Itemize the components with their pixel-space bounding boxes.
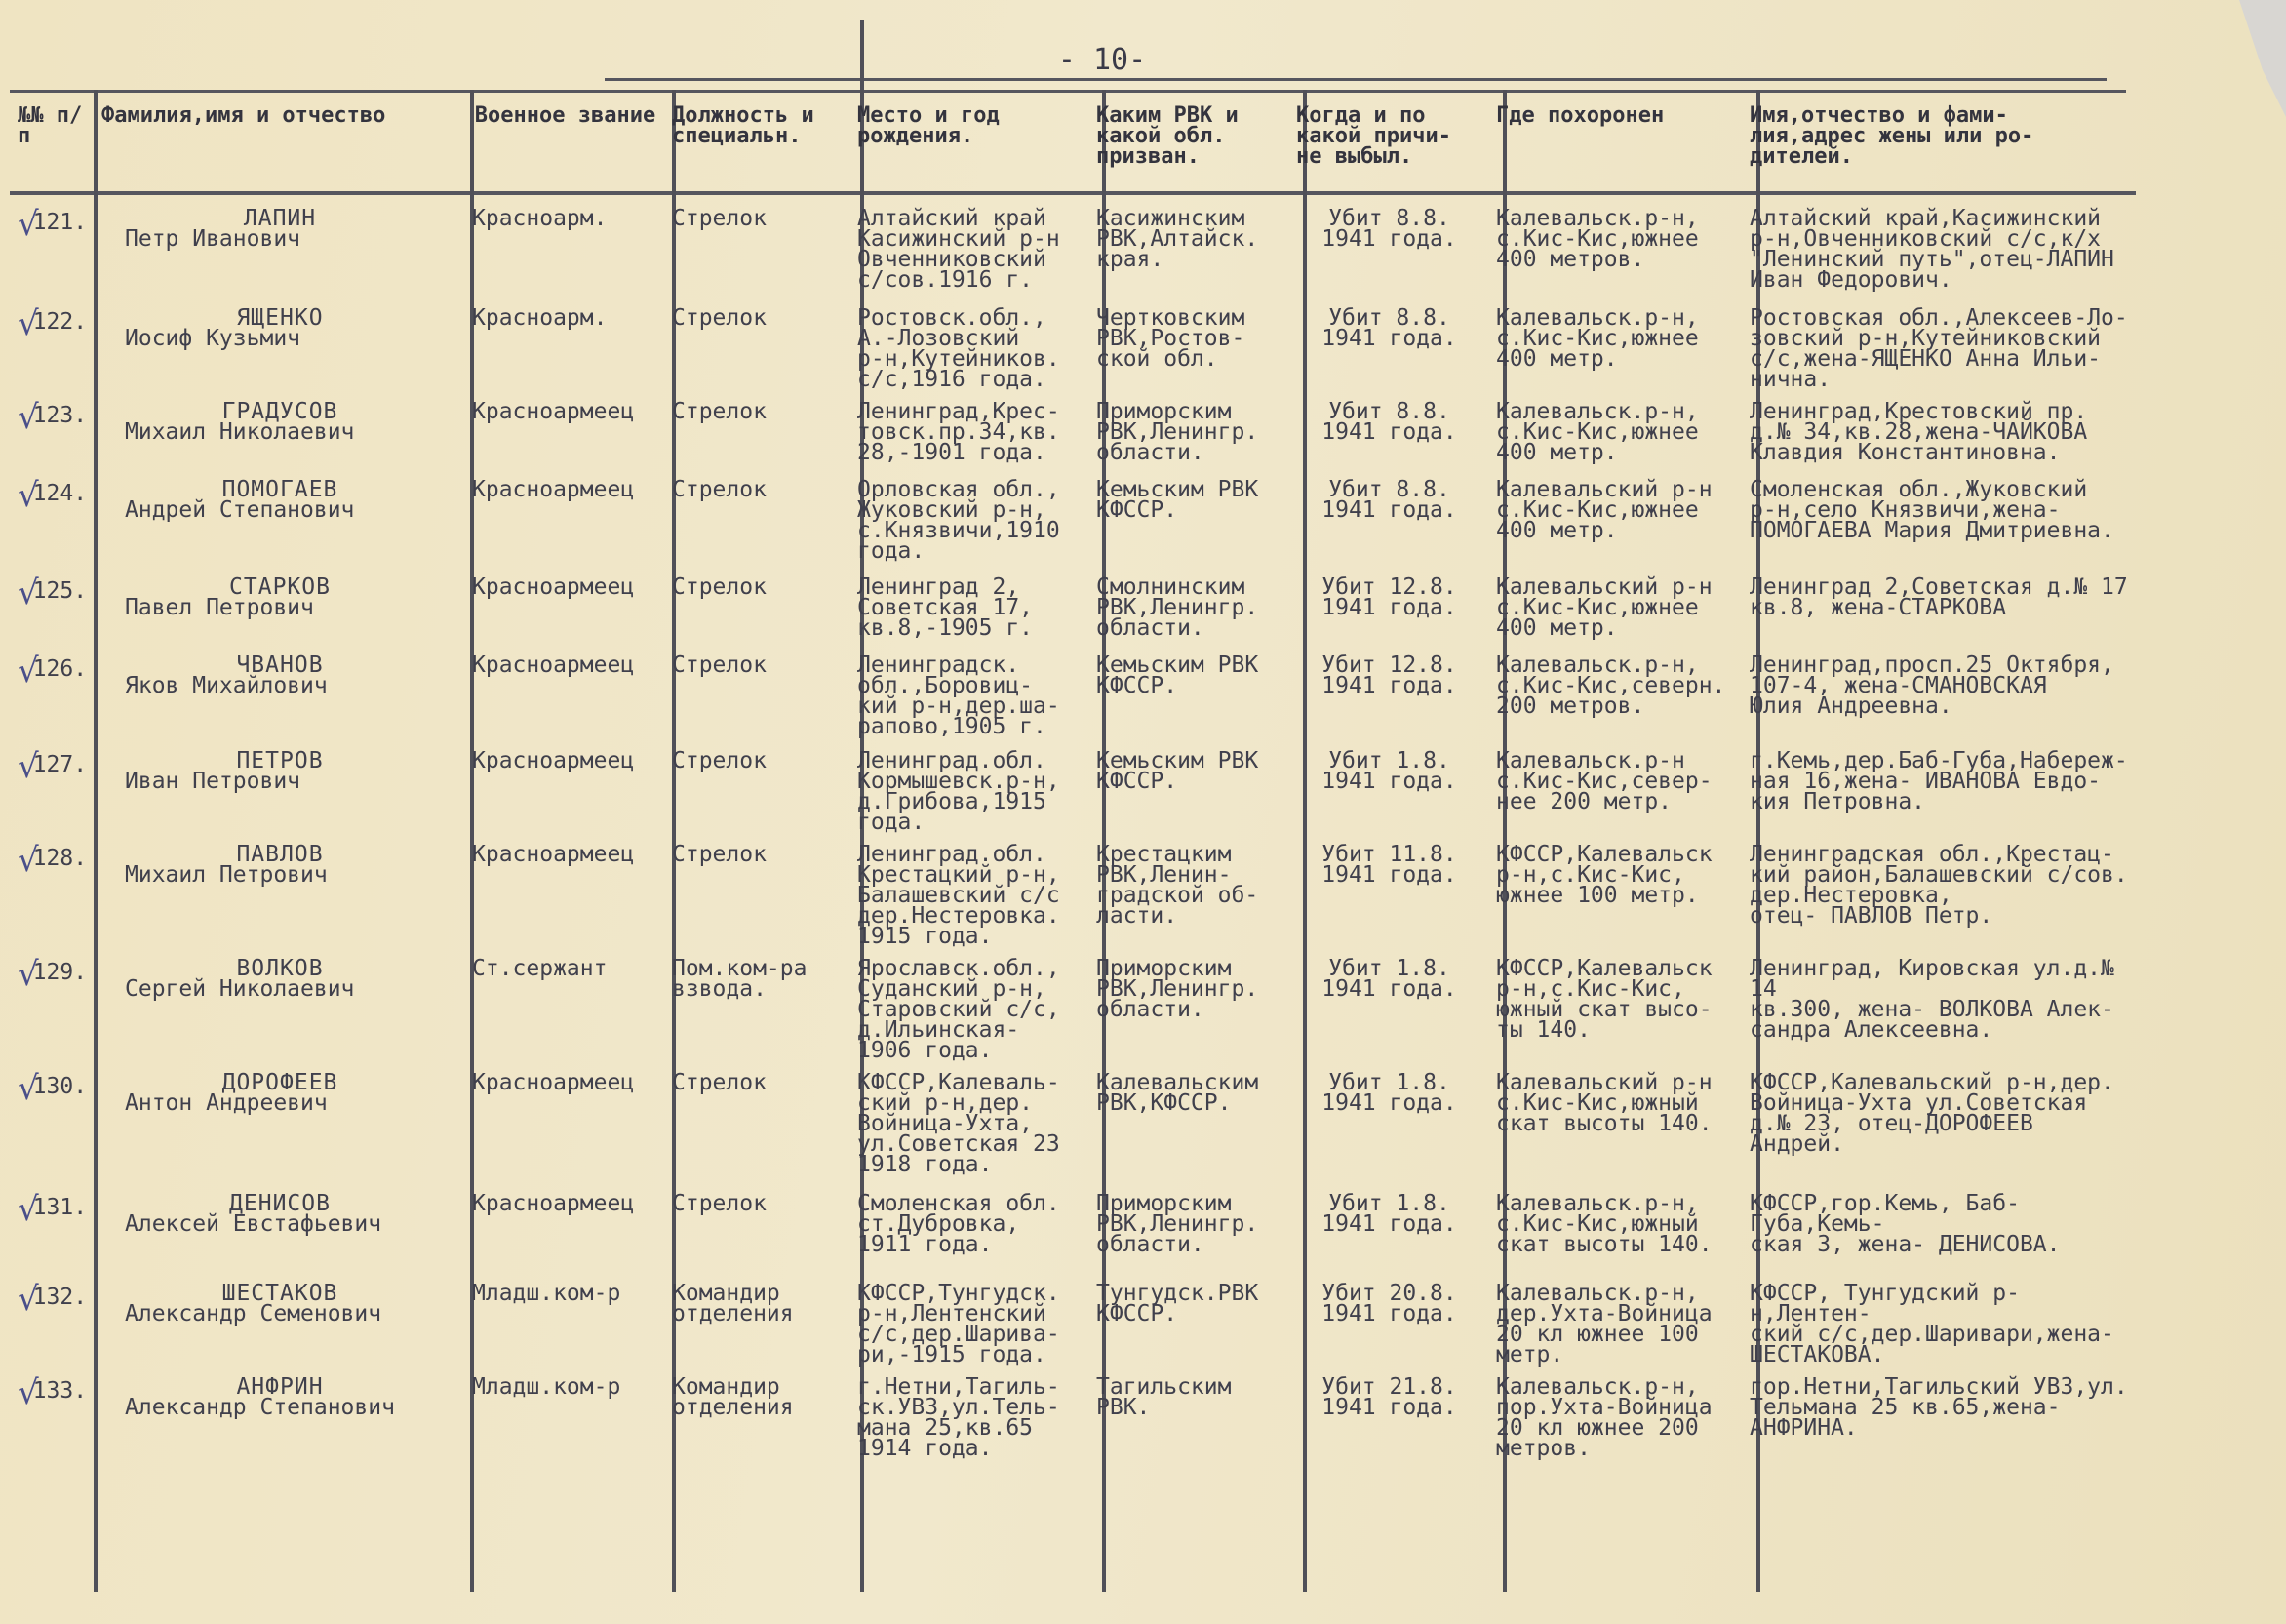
person-name bbox=[94, 951, 464, 1065]
burial-place: Калевальск.р-н, с.Кис-Кис,южнее 400 метр. bbox=[1496, 305, 1699, 372]
military-rank: Красноармеец bbox=[472, 574, 635, 600]
surname: ПАВЛОВ bbox=[236, 842, 324, 867]
birth-place-year: КФССР,Тунгудск. р-н,Лентенский с/с,дер.Шарива- ри,-1915 года. bbox=[857, 1281, 1060, 1367]
header-death: Когда и по какой причи- не выбыл. bbox=[1296, 103, 1451, 169]
military-rank: Красноармеец bbox=[472, 748, 635, 773]
birth-place-year: КФССР,Калеваль- ский р-н,дер. Войница-Ухта, ул.Советская 23 1918 года. bbox=[857, 1070, 1060, 1177]
surname: АНФРИН bbox=[236, 1374, 324, 1400]
row-number bbox=[10, 201, 94, 300]
burial-place: Калевальский р-н с.Кис-Кис,южный скат высоты 140. bbox=[1496, 1070, 1713, 1136]
position: Стрелок bbox=[672, 399, 767, 424]
table-row bbox=[10, 1065, 2136, 1186]
position: Стрелок bbox=[672, 477, 767, 502]
draft-office: Кемьским РВК КФССР. bbox=[1096, 653, 1259, 698]
given-names: Антон Андреевич bbox=[125, 1090, 328, 1116]
birth-place-year: Ленинград.обл. Крестацкий р-н, Балашевский с/с дер.Нестеровка. 1915 года. bbox=[857, 842, 1060, 949]
top-rule bbox=[605, 78, 2107, 81]
header-name: Фамилия,имя и отчество bbox=[101, 103, 386, 128]
position: Стрелок bbox=[672, 653, 767, 678]
draft-office: Приморским РВК,Ленингр. области. bbox=[1096, 956, 1259, 1022]
table-row bbox=[10, 300, 2136, 394]
row-number-text: 130. bbox=[32, 1074, 88, 1099]
given-names: Михаил Николаевич bbox=[125, 419, 355, 445]
next-of-kin: Смоленская обл.,Жуковский р-н,село Князвичи,жена- ПОМОГАЕВА Мария Дмитриевна. bbox=[1750, 477, 2114, 543]
row-number-text: 129. bbox=[32, 960, 88, 985]
burial-place: Калевальск.р-н, с.Кис-Кис,южнее 400 метр. bbox=[1496, 399, 1699, 465]
header-kin: Имя,отчество и фами- лия,адрес жены или ро- дителей. bbox=[1750, 103, 2034, 169]
position: Командир отделения bbox=[672, 1281, 794, 1327]
header-buried: Где похоронен bbox=[1496, 103, 1665, 128]
draft-office: Калевальским РВК,КФССР. bbox=[1096, 1070, 1259, 1116]
table-row bbox=[10, 1276, 2136, 1369]
casualty-register-table bbox=[10, 84, 2136, 1475]
row-number-text: 127. bbox=[32, 752, 88, 777]
next-of-kin: г.Кемь,дер.Баб-Губа,Набереж- ная 16,жена- ИВАНОВА Евдо- кия Петровна. bbox=[1750, 748, 2128, 814]
table-row bbox=[10, 201, 2136, 300]
draft-office: Кемьским РВК КФССР. bbox=[1096, 477, 1259, 523]
military-rank: Красноармеец bbox=[472, 399, 635, 424]
person-name bbox=[94, 1186, 464, 1276]
next-of-kin: Алтайский край,Касижинский р-н,Овченниковский с/с,к/х "Ленинский путь",отец-ЛАПИН Иван Федорович. bbox=[1750, 206, 2114, 293]
row-number bbox=[10, 1369, 94, 1475]
birth-place-year: Орловская обл., Жуковский р-н, с.Князвичи,1910 года. bbox=[857, 477, 1060, 564]
military-rank: Младш.ком-р bbox=[472, 1281, 621, 1306]
row-number bbox=[10, 951, 94, 1065]
header-rvk: Каким РВК и какой обл. призван. bbox=[1096, 103, 1239, 169]
draft-office: Тунгудск.РВК КФССР. bbox=[1096, 1281, 1259, 1327]
position: Стрелок bbox=[672, 1191, 767, 1216]
surname: ДЕНИСОВ bbox=[229, 1191, 331, 1216]
death-info: Убит 1.8. 1941 года. bbox=[1321, 1070, 1457, 1116]
draft-office: Чертковским РВК,Ростов- ской обл. bbox=[1096, 305, 1245, 372]
row-number-text: 125. bbox=[32, 578, 88, 604]
row-number bbox=[10, 1276, 94, 1369]
next-of-kin: КФССР,Калевальский р-н,дер. Войница-Ухта ул.Советская д.№ 23, отец-ДОРОФЕЕВ Андрей. bbox=[1750, 1070, 2114, 1157]
military-rank: Ст.сержант bbox=[472, 956, 608, 981]
row-number bbox=[10, 1186, 94, 1276]
person-name bbox=[94, 1369, 464, 1475]
next-of-kin: гор.Нетни,Тагильский УВЗ,ул. Тельмана 25 кв.65,жена- АНФРИНА. bbox=[1750, 1374, 2128, 1441]
given-names: Яков Михайлович bbox=[125, 673, 328, 698]
check-mark-icon: √ bbox=[18, 1373, 39, 1412]
birth-place-year: Ленинградск. обл.,Боровиц- кий р-н,дер.ша- рапово,1905 г. bbox=[857, 653, 1060, 739]
person-name bbox=[94, 1276, 464, 1369]
row-number bbox=[10, 300, 94, 394]
table-row bbox=[10, 743, 2136, 837]
burial-place: Калевальск.р-н, с.Кис-Кис,южный скат высоты 140. bbox=[1496, 1191, 1713, 1257]
military-rank: Красноармеец bbox=[472, 653, 635, 678]
table-row bbox=[10, 648, 2136, 743]
burial-place: КФССР,Калевальск р-н,с.Кис-Кис, южный скат высо- ты 140. bbox=[1496, 956, 1713, 1043]
birth-place-year: Ростовск.обл., А.-Лозовский р-н,Кутейников. с/с,1916 года. bbox=[857, 305, 1060, 392]
row-number-text: 124. bbox=[32, 481, 88, 506]
draft-office: Приморским РВК,Ленингр. области. bbox=[1096, 399, 1259, 465]
position: Стрелок bbox=[672, 842, 767, 867]
person-name bbox=[94, 394, 464, 472]
row-number bbox=[10, 837, 94, 951]
burial-place: Калевальский р-н с.Кис-Кис,южнее 400 метр. bbox=[1496, 477, 1713, 543]
draft-office: Крестацким РВК,Ленин- градской об- ласти. bbox=[1096, 842, 1259, 929]
next-of-kin: Ленинград,Крестовский пр. д.№ 34,кв.28,жена-ЧАЙКОВА Клавдия Константиновна. bbox=[1750, 399, 2088, 465]
row-number bbox=[10, 1065, 94, 1186]
person-name bbox=[94, 300, 464, 394]
draft-office: Кемьским РВК КФССР. bbox=[1096, 748, 1259, 794]
header-rank: Военное звание bbox=[474, 103, 656, 128]
military-rank: Красноарм. bbox=[472, 305, 608, 331]
row-number bbox=[10, 648, 94, 743]
row-number bbox=[10, 570, 94, 648]
given-names: Петр Иванович bbox=[125, 226, 301, 252]
position: Стрелок bbox=[672, 1070, 767, 1095]
next-of-kin: Ленинградская обл.,Крестац- кий район,Балашевский с/сов. дер.Нестеровка, отец- ПАВЛОВ Петр. bbox=[1750, 842, 2128, 929]
death-info: Убит 8.8. 1941 года. bbox=[1321, 206, 1457, 252]
next-of-kin: Ленинград, Кировская ул.д.№ 14 кв.300, жена- ВОЛКОВА Алек- сандра Алексеевна. bbox=[1750, 956, 2114, 1043]
position: Пом.ком-ра взвода. bbox=[672, 956, 808, 1002]
table-row bbox=[10, 837, 2136, 951]
death-info: Убит 1.8. 1941 года. bbox=[1321, 1191, 1457, 1237]
row-number-text: 128. bbox=[32, 846, 88, 871]
burial-place: Калевальск.р-н, с.Кис-Кис,северн. 200 метров. bbox=[1496, 653, 1726, 719]
military-rank: Красноармеец bbox=[472, 1191, 635, 1216]
check-mark-icon: √ bbox=[18, 1190, 39, 1229]
row-number-text: 122. bbox=[32, 309, 88, 335]
death-info: Убит 12.8. 1941 года. bbox=[1321, 574, 1457, 620]
check-mark-icon: √ bbox=[18, 398, 39, 437]
death-info: Убит 11.8. 1941 года. bbox=[1321, 842, 1457, 888]
torn-corner bbox=[2208, 0, 2286, 117]
row-number-text: 132. bbox=[32, 1285, 88, 1310]
burial-place: КФССР,Калевальск р-н,с.Кис-Кис, южнее 100 метр. bbox=[1496, 842, 1713, 908]
check-mark-icon: √ bbox=[18, 747, 39, 786]
page-number: - 10- bbox=[1057, 43, 1147, 77]
surname: СТАРКОВ bbox=[229, 574, 331, 600]
check-mark-icon: √ bbox=[18, 841, 39, 880]
birth-place-year: Ленинград.обл. Кормышевск.р-н, д.Грибова,1915 года. bbox=[857, 748, 1060, 835]
check-mark-icon: √ bbox=[18, 476, 39, 515]
header-num: №№ п/п bbox=[18, 103, 83, 148]
birth-place-year: Ярославск.обл., Суданский р-н, Старовский с/с, д.Ильинская- 1906 года. bbox=[857, 956, 1060, 1063]
surname: ПЕТРОВ bbox=[236, 748, 324, 773]
row-number bbox=[10, 394, 94, 472]
header-position: Должность и специальн. bbox=[672, 103, 814, 148]
given-names: Алексей Евстафьевич bbox=[125, 1211, 382, 1237]
row-number bbox=[10, 743, 94, 837]
military-rank: Красноармеец bbox=[472, 842, 635, 867]
burial-place: Калевальск.р-н, пор.Ухта-Войница 20 кл южнее 200 метров. bbox=[1496, 1374, 1713, 1461]
birth-place-year: Алтайский край Касижинский р-н Овченниковский с/сов.1916 г. bbox=[857, 206, 1060, 293]
person-name bbox=[94, 472, 464, 570]
burial-place: Калевальский р-н с.Кис-Кис,южнее 400 метр. bbox=[1496, 574, 1713, 641]
table-row bbox=[10, 1369, 2136, 1475]
check-mark-icon: √ bbox=[18, 205, 39, 244]
person-name bbox=[94, 201, 464, 300]
death-info: Убит 8.8. 1941 года. bbox=[1321, 477, 1457, 523]
burial-place: Калевальск.р-н с.Кис-Кис,север- нее 200 метр. bbox=[1496, 748, 1713, 814]
surname: ВОЛКОВ bbox=[236, 956, 324, 981]
position: Стрелок bbox=[672, 206, 767, 231]
row-number-text: 133. bbox=[32, 1378, 88, 1404]
row-number bbox=[10, 472, 94, 570]
death-info: Убит 12.8. 1941 года. bbox=[1321, 653, 1457, 698]
military-rank: Красноарм. bbox=[472, 206, 608, 231]
position: Командир отделения bbox=[672, 1374, 794, 1420]
given-names: Михаил Петрович bbox=[125, 862, 328, 888]
register-rows bbox=[10, 201, 2136, 1475]
person-name bbox=[94, 837, 464, 951]
next-of-kin: КФССР, Тунгудский р-н,Лентен- ский с/с,дер.Шаривари,жена- ШЕСТАКОВА. bbox=[1750, 1281, 2114, 1367]
person-name bbox=[94, 570, 464, 648]
given-names: Сергей Николаевич bbox=[125, 976, 355, 1002]
position: Стрелок bbox=[672, 748, 767, 773]
death-info: Убит 1.8. 1941 года. bbox=[1321, 956, 1457, 1002]
given-names: Александр Семенович bbox=[125, 1301, 382, 1327]
check-mark-icon: √ bbox=[18, 304, 39, 343]
death-info: Убит 20.8. 1941 года. bbox=[1321, 1281, 1457, 1327]
person-name bbox=[94, 743, 464, 837]
given-names: Павел Петрович bbox=[125, 595, 314, 620]
given-names: Андрей Степанович bbox=[125, 497, 355, 523]
death-info: Убит 1.8. 1941 года. bbox=[1321, 748, 1457, 794]
next-of-kin: КФССР,гор.Кемь, Баб-Губа,Кемь- ская 3, жена- ДЕНИСОВА. bbox=[1750, 1191, 2061, 1257]
military-rank: Красноармеец bbox=[472, 477, 635, 502]
surname: ДОРОФЕЕВ bbox=[221, 1070, 338, 1095]
check-mark-icon: √ bbox=[18, 574, 39, 613]
position: Стрелок bbox=[672, 305, 767, 331]
given-names: Иосиф Кузьмич bbox=[125, 326, 301, 351]
person-name bbox=[94, 648, 464, 743]
draft-office: Приморским РВК,Ленингр. области. bbox=[1096, 1191, 1259, 1257]
birth-place-year: г.Нетни,Тагиль- ск.УВЗ,ул.Тель- мана 25,кв.65 1914 года. bbox=[857, 1374, 1060, 1461]
table-row bbox=[10, 570, 2136, 648]
header-birth: Место и год рождения. bbox=[857, 103, 1000, 148]
next-of-kin: Ленинград,просп.25 Октября, 107-4, жена-СМАНОВСКАЯ Юлия Андреевна. bbox=[1750, 653, 2114, 719]
death-info: Убит 21.8. 1941 года. bbox=[1321, 1374, 1457, 1420]
surname: ЛАПИН bbox=[243, 206, 317, 231]
surname: ЧВАНОВ bbox=[236, 653, 324, 678]
header-row bbox=[10, 84, 2136, 201]
person-name bbox=[94, 1065, 464, 1186]
row-number-text: 126. bbox=[32, 656, 88, 682]
surname: ШЕСТАКОВ bbox=[221, 1281, 338, 1306]
check-mark-icon: √ bbox=[18, 1280, 39, 1319]
check-mark-icon: √ bbox=[18, 652, 39, 691]
next-of-kin: Ленинград 2,Советская д.№ 17 кв.8, жена-СТАРКОВА bbox=[1750, 574, 2128, 620]
surname: ЯЩЕНКО bbox=[236, 305, 324, 331]
surname: ПОМОГАЕВ bbox=[221, 477, 338, 502]
row-number-text: 121. bbox=[32, 210, 88, 235]
military-rank: Красноармеец bbox=[472, 1070, 635, 1095]
birth-place-year: Ленинград 2, Советская 17, кв.8,-1905 г. bbox=[857, 574, 1034, 641]
surname: ГРАДУСОВ bbox=[221, 399, 338, 424]
birth-place-year: Смоленская обл. ст.Дубровка, 1911 года. bbox=[857, 1191, 1060, 1257]
table-row bbox=[10, 1186, 2136, 1276]
burial-place: Калевальск.р-н, с.Кис-Кис,южнее 400 метров. bbox=[1496, 206, 1699, 272]
death-info: Убит 8.8. 1941 года. bbox=[1321, 305, 1457, 351]
draft-office: Касижинским РВК,Алтайск. края. bbox=[1096, 206, 1259, 272]
table-row bbox=[10, 951, 2136, 1065]
given-names: Иван Петрович bbox=[125, 769, 301, 794]
draft-office: Тагильским РВК. bbox=[1096, 1374, 1232, 1420]
death-info: Убит 8.8. 1941 года. bbox=[1321, 399, 1457, 445]
table-row bbox=[10, 472, 2136, 570]
row-number-text: 131. bbox=[32, 1195, 88, 1220]
draft-office: Смолнинским РВК,Ленингр. области. bbox=[1096, 574, 1259, 641]
birth-place-year: Ленинград,Крес- товск.пр.34,кв. 28,-1901 года. bbox=[857, 399, 1060, 465]
given-names: Александр Степанович bbox=[125, 1395, 395, 1420]
burial-place: Калевальск.р-н, дер.Ухта-Войница 20 кл южнее 100 метр. bbox=[1496, 1281, 1713, 1367]
position: Стрелок bbox=[672, 574, 767, 600]
next-of-kin: Ростовская обл.,Алексеев-Ло- зовский р-н,Кутейниковский с/с,жена-ЯЩЕНКО Анна Ильи- нична. bbox=[1750, 305, 2128, 392]
check-mark-icon: √ bbox=[18, 955, 39, 994]
table-row bbox=[10, 394, 2136, 472]
check-mark-icon: √ bbox=[18, 1069, 39, 1108]
military-rank: Младш.ком-р bbox=[472, 1374, 621, 1400]
row-number-text: 123. bbox=[32, 403, 88, 428]
